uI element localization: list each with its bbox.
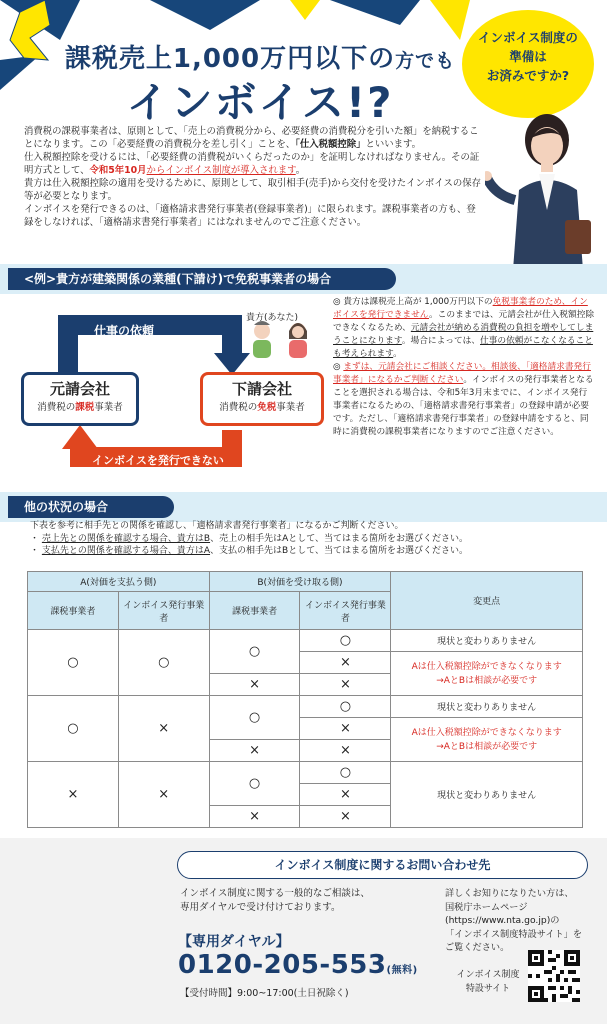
table-row: × × (28, 674, 583, 696)
col-a-invoice: インボイス発行事業者 (118, 592, 209, 630)
table-row: × (28, 784, 583, 806)
header-change: 変更点 (391, 572, 583, 630)
qr-caption: インボイス制度 特設サイト (456, 970, 520, 994)
contact-right-text: 詳しくお知りになりたい方は、 国税庁ホームページ (https://www.nta.go.jp)の 「インボイス制度特設サイト」を ご覧ください。 (445, 888, 583, 953)
cannot-issue-label: インボイスを発行できない (92, 454, 224, 467)
col-b-invoice: インボイス発行事業者 (300, 592, 391, 630)
col-b-taxable: 課税事業者 (209, 592, 300, 630)
subcontractor-box (200, 372, 324, 426)
situation-table (27, 571, 583, 828)
contact-left-text: インボイス制度に関する一般的なご相談は、 専用ダイヤルで受け付けております。 (180, 888, 370, 913)
table-row: × × (28, 740, 583, 762)
subcontractor-name: 下請会社 (231, 380, 292, 398)
section-2-intro: 下表を参考に相手先との関係を確認し、「適格請求書発行事業者」になるかご判断ください。 ・ 売上先との関係を確認する場合、貴方はB、売上の相手先はAとして、当てはまる箇所をお選びください。 ・ 支払先との関係を確認する場合、貴方はA、支払の相手先はBとして、当てはまる箇所をお選びください。 (30, 521, 469, 556)
title-line-1: 課税売上1,000万円以下の方でも (64, 44, 456, 74)
request-arrow-label: 仕事の依頼 (94, 324, 155, 338)
subcontractor-status: 消費税の免税事業者 (219, 402, 305, 413)
table-row: × Aは仕入税額控除ができなくなります →AとBは相談が必要です (28, 652, 583, 674)
phone-number[interactable]: 0120-205-553(無料) (178, 950, 418, 980)
table-row: × × ○ ○ 現状と変わりありません (28, 762, 583, 784)
prime-contractor-name: 元請会社 (49, 380, 110, 398)
business-hours: 【受付時間】9:00~17:00(土日祝除く) (180, 988, 349, 999)
header-b: B(対価を受け取る側) (209, 572, 391, 592)
example-notes: ◎ 貴方は課税売上高が 1,000万円以下の免税事業者のため、インボイスを発行できません。このままでは、元請会社が仕入税額控除できなくなるため、元請会社が納める消費税の負担を増やしてしまうことになります。場合によっては、仕事の依頼がこなくなることも考えられます。 ◎ まずは、元請会社にご相談ください。相談後、「適格請求書発行事業者」になるかご判断ください。インボイスの発行事業者となることを選択される場合は、令和5年3月末までに、インボイス発行事業者になるための、「適格請求書発行事業者」の登録申請が必要です。ただし、「適格請求書発行事業者」の登録申請をすると、同時に消費税の課税事業者になりますのでご注意ください。 (333, 297, 595, 437)
section-2-heading: 他の状況の場合 (8, 496, 174, 518)
prime-contractor-box (21, 372, 139, 426)
section-1-heading: <例>貴方が建築関係の業種(下請け)で免税事業者の場合 (8, 268, 396, 290)
speech-bubble-text: インボイス制度の 準備は お済みですか? (478, 30, 578, 83)
col-a-taxable: 課税事業者 (28, 592, 119, 630)
table-row: ○ ○ ○ ○ 現状と変わりありません (28, 630, 583, 652)
you-label: 貴方(あなた) (246, 313, 299, 323)
header-a: A(対価を支払う側) (28, 572, 210, 592)
title-line-2: インボイス!? (126, 78, 394, 127)
prime-contractor-status: 消費税の課税事業者 (37, 402, 123, 413)
qr-code-icon[interactable] (528, 950, 580, 1002)
table-row: × × (28, 806, 583, 828)
dial-label: 【専用ダイヤル】 (178, 934, 290, 950)
businesswoman-illustration (485, 100, 605, 270)
table-row: ○ × ○ ○ 現状と変わりありません (28, 696, 583, 718)
table-row: × Aは仕入税額控除ができなくなります →AとBは相談が必要です (28, 718, 583, 740)
contact-title: インボイス制度に関するお問い合わせ先 (177, 851, 588, 879)
intro-text: 消費税の課税事業者は、原則として、「売上の消費税分から、必要経費の消費税分を引いた額」を納税することになります。この「必要経費の消費税分を差し引く」ことを、「仕入税額控除」といいます。 仕入税額控除を受けるには、「必要経費の消費税がいくらだったのか」を証明しなければなりません。その証明方式として、令和5年10月からインボイス制度が導入されます。 貴方は仕入税額控除の適用を受けるために、原則として、取引相手(売手)から交付を受けたインボイスの保存等が必要となります。 インボイスを発行できるのは、「適格請求書発行事業者(登録事業者)」に限られます。課税事業者の方も、登録をしなければ、「適格請求書発行事業者」にはなれませんのでご注意ください。 (24, 126, 482, 228)
